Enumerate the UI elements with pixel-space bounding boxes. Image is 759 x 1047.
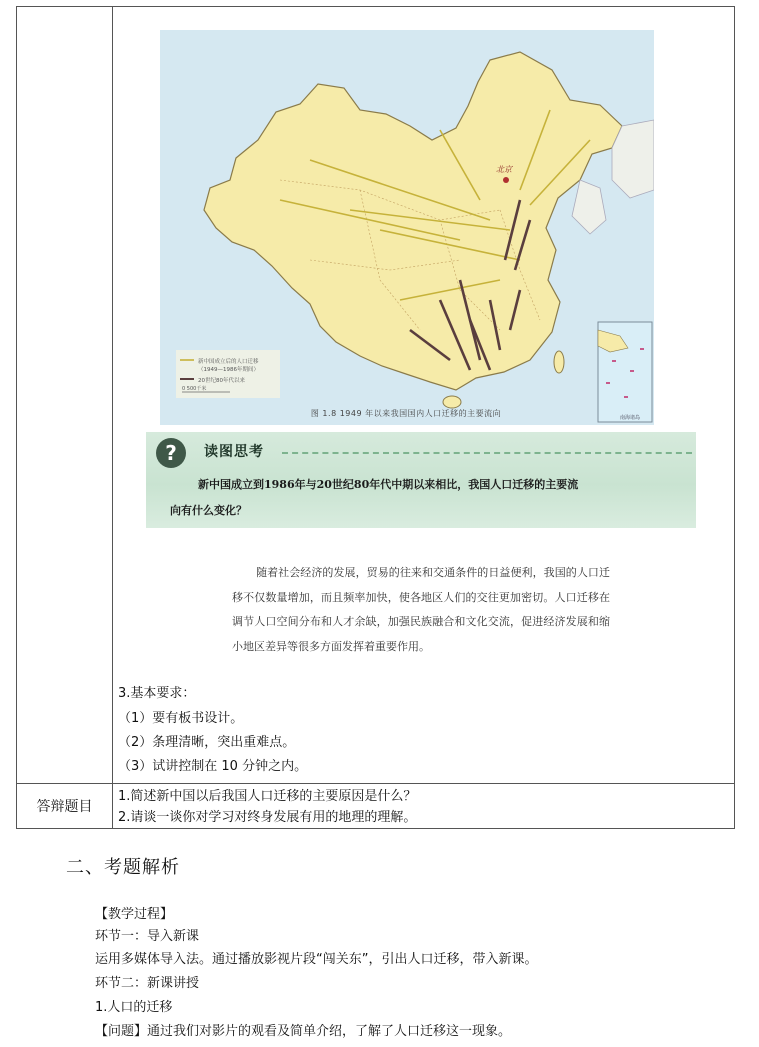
process-title: 【教学过程】: [95, 907, 174, 922]
migration-map: [160, 30, 654, 425]
svg-text:0 500千米: 0 500千米: [182, 386, 207, 392]
defense-question: 1.简述新中国以后我国人口迁移的主要原因是什么？: [118, 789, 417, 804]
section-title: 二、考题解析: [66, 857, 180, 878]
think-question: 新中国成立到1986年与20世纪80年代中期以来相比，我国人口迁移的主要流 向有什么变化？: [170, 478, 579, 517]
requirement-item: （1）要有板书设计。: [118, 711, 244, 726]
question-icon: ?: [156, 438, 186, 468]
requirements-title: 3.基本要求：: [118, 686, 196, 701]
dashed-divider: [282, 452, 692, 454]
svg-text:新中国成立后的人口迁移: 新中国成立后的人口迁移: [198, 359, 259, 365]
step-text: 运用多媒体导入法。通过播放影视片段“闯关东”，引出人口迁移，带入新课。: [95, 952, 538, 967]
requirement-item: （3）试讲控制在 10 分钟之内。: [118, 759, 308, 774]
map-caption: 图 1.8 1949 年以来我国国内人口迁移的主要流向: [310, 409, 502, 418]
column-divider: [112, 7, 113, 828]
svg-text:（1949—1986年期间）: （1949—1986年期间）: [198, 367, 259, 373]
think-title: 读图思考: [204, 444, 264, 460]
svg-text:20世纪80年代以来: 20世纪80年代以来: [198, 378, 245, 384]
step-heading: 环节一：导入新课: [95, 929, 200, 944]
map-legend: [176, 350, 280, 398]
defense-question: 2.请谈一谈你对学习对终身发展有用的地理的理解。: [118, 810, 417, 825]
capital-label: 北京: [496, 165, 512, 174]
south-sea-inset: [598, 322, 652, 422]
row-divider: [17, 783, 734, 784]
step-heading: 环节二：新课讲授: [95, 976, 200, 991]
point-heading: 1.人口的迁移: [95, 1000, 173, 1015]
svg-text:南海诸岛: 南海诸岛: [620, 415, 641, 421]
defense-label: 答辩题目: [36, 799, 93, 815]
question-line: 【问题】通过我们对影片的观看及简单介绍，了解了人口迁移这一现象。: [95, 1024, 512, 1039]
textbook-paragraph: 随着社会经济的发展，贸易的往来和交通条件的日益便利，我国的人口迁移不仅数量增加，而且频率加快，使各地区人们的交往更加密切。人口迁移在调节人口空间分布和人才余缺，加强民族融合和文化交流，促进经济发展和缩小地区差异等很多方面发挥着重要作用。: [232, 566, 610, 653]
requirement-item: （2）条理清晰，突出重难点。: [118, 735, 296, 750]
